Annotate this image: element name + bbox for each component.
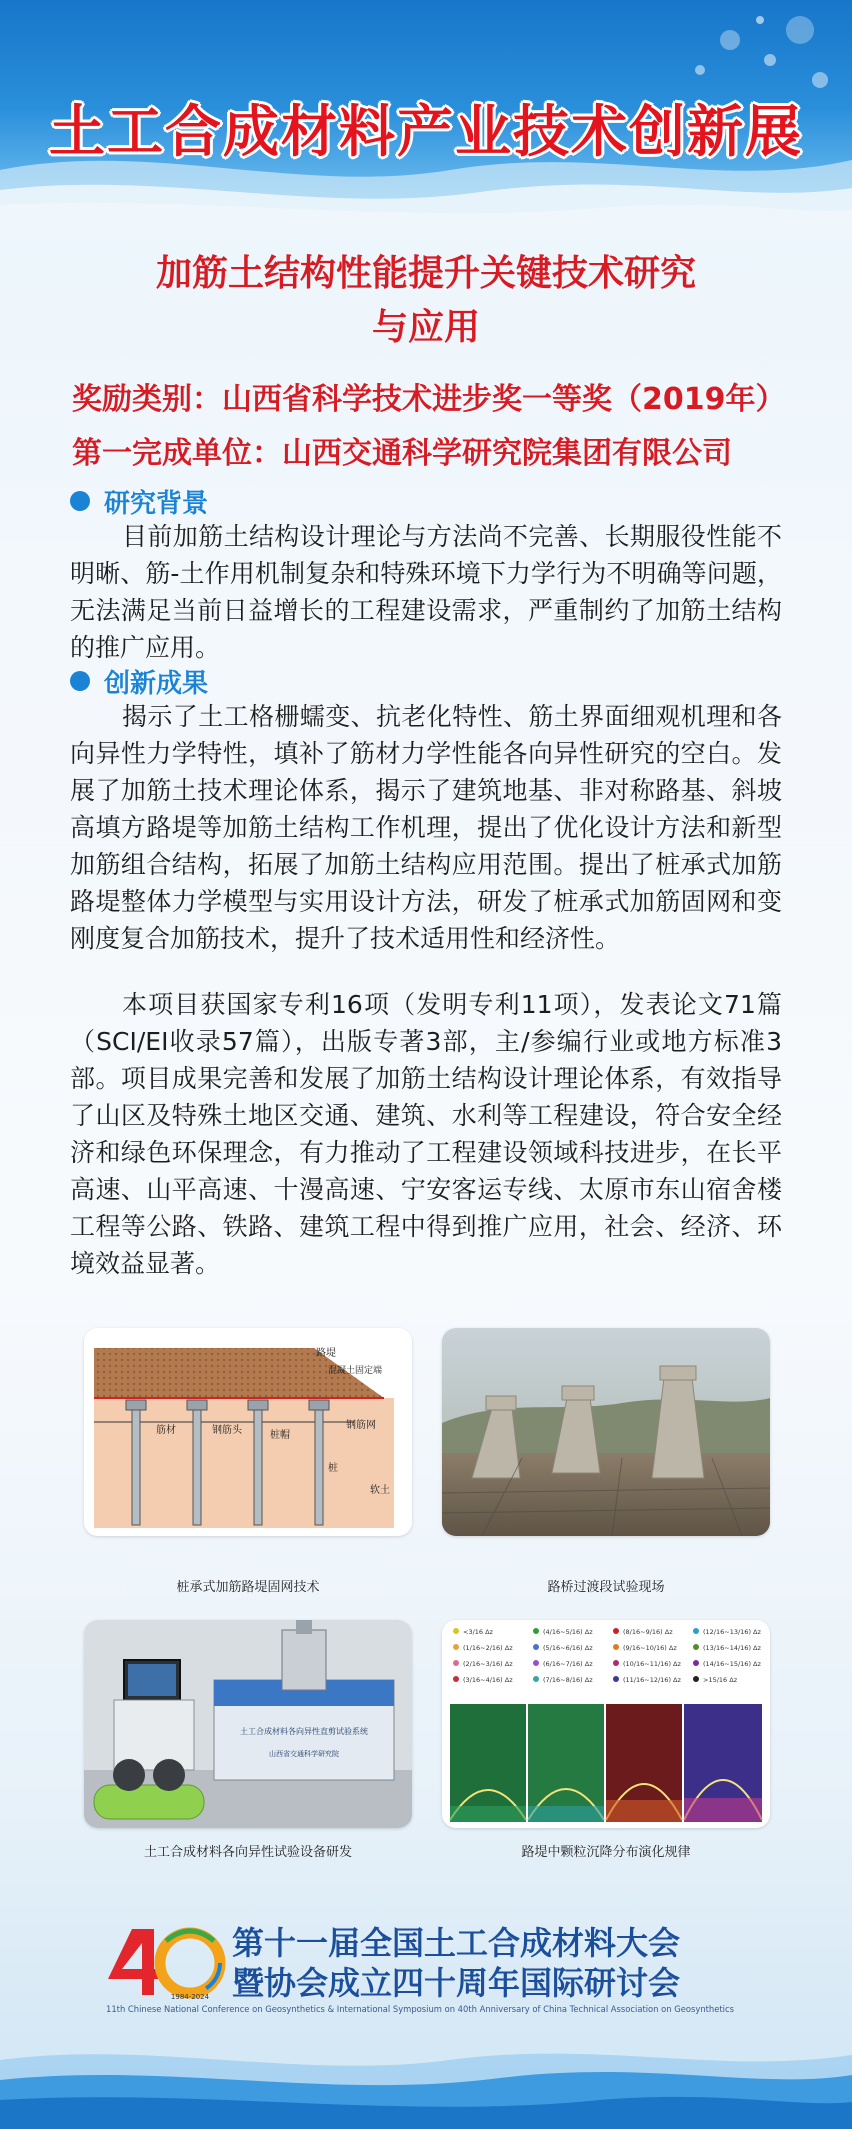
bullet-icon (70, 491, 90, 511)
project-title-line1: 加筋土结构性能提升关键技术研究 (155, 253, 696, 294)
fig1-label-road: 路堤 (316, 1348, 336, 1359)
legend-label: (6/16~7/16) Δz (543, 1660, 593, 1668)
conference-40-logo (102, 1921, 227, 2001)
legend-swatch (533, 1676, 539, 1682)
legend-swatch (693, 1676, 699, 1682)
legend-label: (5/16~6/16) Δz (543, 1644, 593, 1652)
fig1-label-pile: 桩 (328, 1463, 338, 1474)
caption-fig3: 土工合成材料各向异性试验设备研发 (143, 1845, 352, 1860)
simulation-panels (450, 1704, 762, 1822)
legend-label: (2/16~3/16) Δz (463, 1660, 513, 1668)
legend-label: (1/16~2/16) Δz (463, 1644, 513, 1652)
results-paragraph-1: 揭示了土工格栅蠕变、抗老化特性、筋土界面细观机理和各向异性力学特性，填补了筋材力学性能各向异性研究的空白。发展了加筋土技术理论体系，揭示了建筑地基、非对称路基、斜坡高填方路堤等加筋土结构工作机理，提出了优化设计方法和新型加筋组合结构，拓展了加筋土结构应用范围。提出了桩承式加筋路堤整体力学模型与实用设计方法，研发了桩承式加筋固网和变刚度复合加筋技术，提升了技术适用性和经济性。 (70, 702, 782, 953)
legend-swatch (613, 1660, 619, 1666)
legend-label: (12/16~13/16) Δz (703, 1628, 761, 1636)
footer-title-line2: 暨协会成立四十周年国际研讨会 (232, 1964, 681, 2002)
completion-unit: 第一完成单位：山西交通科学研究院集团有限公司 (72, 436, 732, 471)
fig3-panel-line2: 山西省交通科学研究院 (269, 1750, 339, 1758)
legend-label: (4/16~5/16) Δz (543, 1628, 593, 1636)
legend-label: (10/16~11/16) Δz (623, 1660, 681, 1668)
fig3-panel-line1: 土工合成材料各向异性直剪试验系统 (240, 1727, 368, 1736)
caption-fig2: 路桥过渡段试验现场 (547, 1580, 665, 1595)
section-background-title: 研究背景 (104, 488, 209, 519)
legend-label: (13/16~14/16) Δz (703, 1644, 761, 1652)
section-background-heading (70, 484, 208, 518)
legend-swatch (613, 1644, 619, 1650)
fig1-label-soft-soil: 软土 (370, 1485, 390, 1496)
logo-year-text: 1984-2024 (170, 1993, 210, 2001)
fig1-label-pile-cap: 桩帽 (270, 1430, 290, 1441)
award-category: 奖励类别：山西省科学技术进步奖一等奖（2019年） (72, 382, 786, 417)
header-banner (0, 0, 852, 240)
results-paragraph-2: 本项目获国家专利16项（发明专利11项），发表论文71篇（SCI/EI收录57篇），出版专著3部，主/参编行业或地方标准3部。项目成果完善和发展了加筋土结构设计理论体系，有效指导了山区及特殊土地区交通、建筑、水利等工程建设，符合安全经济和绿色环保理念，有力推动了工程建设领域科技进步，在长平高速、山平高速、十漫高速、宁安客运专线、太原市东山宿舍楼工程等公路、铁路、建筑工程中得到推广应用，社会、经济、环境效益显著。 (70, 990, 782, 1278)
fig1-label-rebar-material: 筋材 (156, 1425, 176, 1436)
legend-swatch (613, 1676, 619, 1682)
main-title: 土工合成材料产业技术创新展 (49, 100, 803, 165)
legend-swatch (613, 1628, 619, 1634)
legend-label: (11/16~12/16) Δz (623, 1676, 681, 1684)
legend-swatch (533, 1644, 539, 1650)
legend-swatch (453, 1676, 459, 1682)
legend-swatch (453, 1644, 459, 1650)
legend-label: (14/16~15/16) Δz (703, 1660, 761, 1668)
figure-pile-embankment-diagram (84, 1328, 412, 1536)
footer-english-subtitle: 11th Chinese National Conference on Geosynthetics & International Symposium on 40th Anniversary of China Technical Association on Geosynthetics (106, 2004, 734, 2014)
legend-label: (9/16~10/16) Δz (623, 1644, 677, 1652)
fig1-label-mesh: 钢筋网 (346, 1420, 376, 1431)
background-paragraph: 目前加筋土结构设计理论与方法尚不完善、长期服役性能不明晰、筋-土作用机制复杂和特殊环境下力学行为不明确等问题，无法满足当前日益增长的工程建设需求，严重制约了加筋土结构的推广应用。 (70, 522, 782, 662)
legend-swatch (453, 1628, 459, 1634)
legend-swatch (693, 1628, 699, 1634)
legend-label: (8/16~9/16) Δz (623, 1628, 673, 1636)
figure-test-equipment-photo (84, 1620, 412, 1828)
section-results-heading (70, 664, 208, 698)
legend-label: <3/16 Δz (463, 1628, 493, 1636)
footer-title-line1: 第十一届全国土工合成材料大会 (232, 1924, 681, 1962)
legend-swatch (693, 1644, 699, 1650)
project-title-line2: 与应用 (371, 307, 480, 348)
fig1-label-concrete: 混凝土固定端 (328, 1366, 383, 1376)
legend-swatch (533, 1660, 539, 1666)
caption-fig1: 桩承式加筋路堤固网技术 (176, 1580, 320, 1595)
figure-test-site-photo (442, 1328, 770, 1536)
caption-fig4: 路堤中颗粒沉降分布演化规律 (521, 1845, 691, 1860)
legend-swatch (533, 1628, 539, 1634)
legend-swatch (453, 1660, 459, 1666)
legend-label: (3/16~4/16) Δz (463, 1676, 513, 1684)
legend-label: >15/16 Δz (703, 1676, 738, 1684)
figure-particle-settlement (442, 1620, 770, 1828)
legend-swatch (693, 1660, 699, 1666)
fig1-label-rebar-head: 钢筋头 (212, 1425, 242, 1436)
legend-label: (7/16~8/16) Δz (543, 1676, 593, 1684)
bullet-icon (70, 671, 90, 691)
section-results-title: 创新成果 (104, 668, 209, 699)
bottom-wave-decoration (0, 2020, 852, 2129)
